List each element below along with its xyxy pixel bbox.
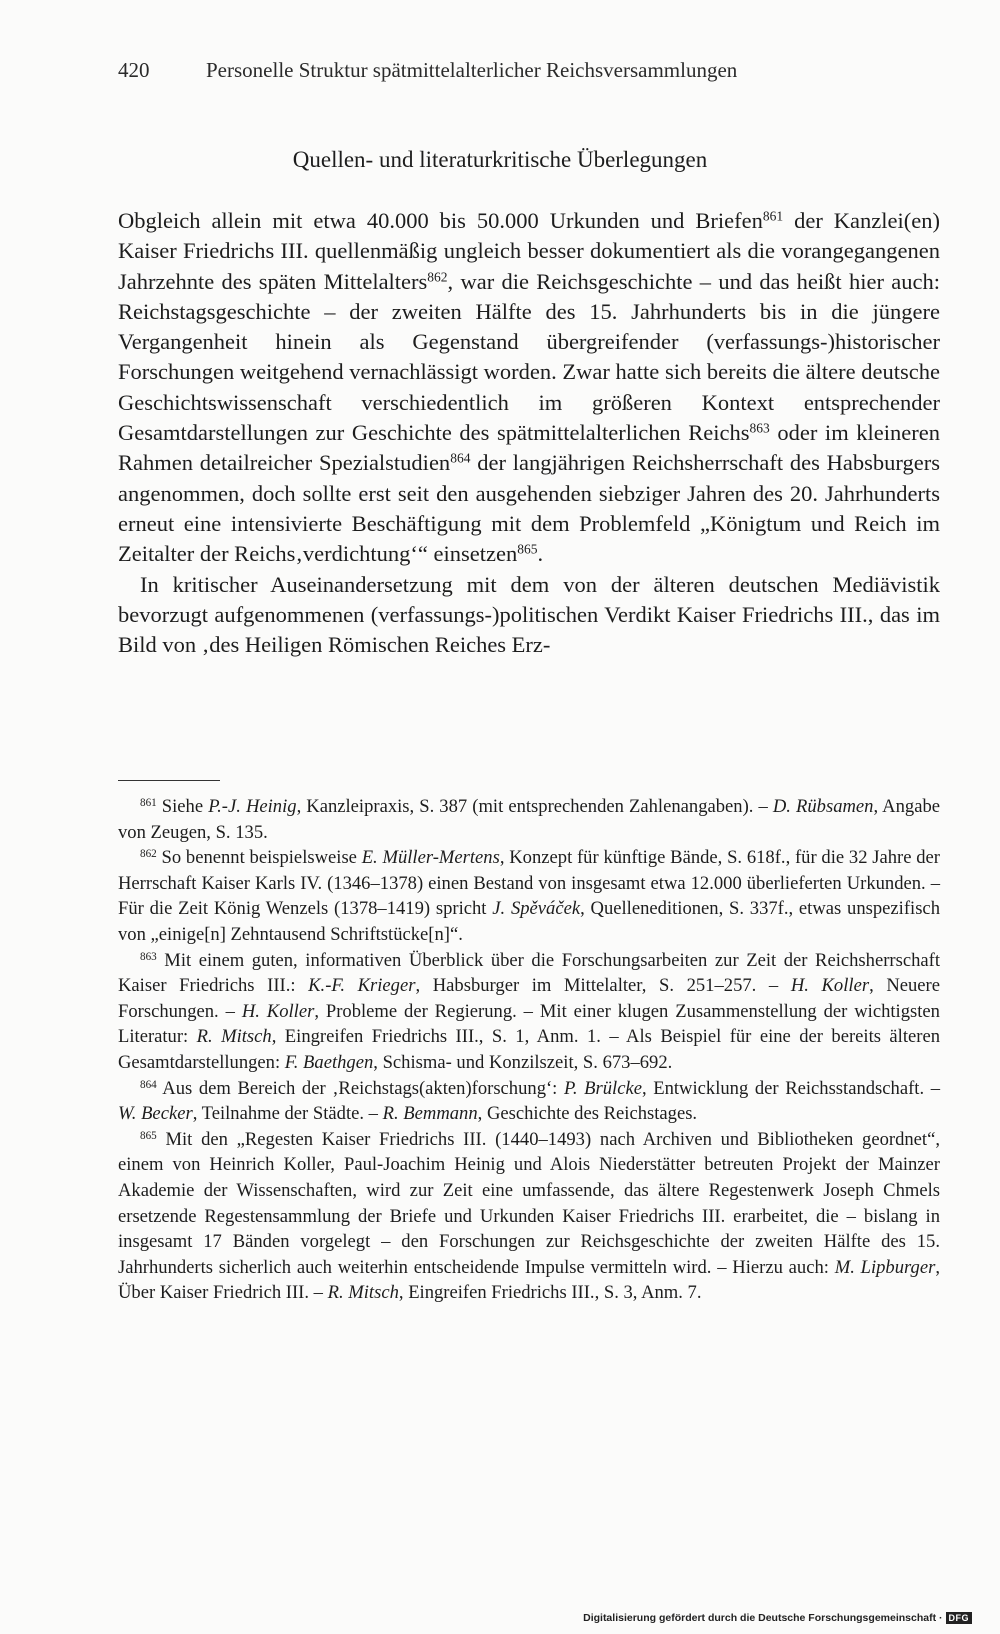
footnote-ref: 865 xyxy=(517,541,538,557)
footnote-ref: 863 xyxy=(749,420,770,436)
dfg-logo: DFG xyxy=(946,1612,973,1624)
footer-text: Digitalisierung gefördert durch die Deutsche Forschungsgemeinschaft · xyxy=(583,1612,943,1624)
footnote-863: $^{863}$ Mit einem guten, informativen Überblick über die Forschungsarbeiten zur Zeit der Reichsherrschaft Kaiser Friedrichs III.: K.-F. Krieger, Habsburger im Mittelalter, S. 251–257. – H. Koller, Neuere Forschungen. – H. Koller, Probleme der Regierung. – Mit einer klugen Zusammenstellung der wichtigsten Literatur: R. Mitsch, Eingreifen Friedrichs III., S. 1, Anm. 1. – Als Beispiel für eine der bereits älteren Gesamtdarstellungen: F. Baethgen, Schisma- und Konzilszeit, S. 673–692. xyxy=(118,949,940,1073)
footnote-ref: 864 xyxy=(450,450,471,466)
footnote-ref: 861 xyxy=(762,208,784,224)
body-text xyxy=(118,206,940,660)
page-number: 420 xyxy=(118,58,150,82)
digitization-footer xyxy=(583,1612,972,1624)
footnote-861: $^{861}$ Siehe P.-J. Heinig, Kanzleipraxis, S. 387 (mit entsprechenden Zahlenangaben). – D. Rübsamen, Angabe von Zeugen, S. 135. xyxy=(118,796,940,843)
footnote-ref: 862 xyxy=(427,269,448,285)
running-header xyxy=(118,58,838,83)
footnote-862: $^{862}$ So benennt beispielsweise E. Müller-Mertens, Konzept für künftige Bände, S. 618f., für die 32 Jahre der Herrschaft Kaiser Karls IV. (1346–1378) einen Bestand von insgesamt etwa 12.000 überlieferten Urkunden. – Für die Zeit König Wenzels (1378–1419) spricht J. Spěváček, Quelleneditionen, S. 337f., etwas unspezifisch von „einige[n] Zehntausend Schriftstücke[n]“. xyxy=(118,847,940,945)
footnote-rule xyxy=(118,780,220,781)
footnote-865: $^{865}$ Mit den „Regesten Kaiser Friedrichs III. (1440–1493) nach Archiven und Bibliotheken geordnet“, einem von Heinrich Koller, Paul-Joachim Heinig und Alois Niederstätter betreuten Projekt der Mainzer Akademie der Wissenschaften, wird zur Zeit eine umfassende, das ältere Regestenwerk Joseph Chmels ersetzende Regestensammlung der Briefe und Urkunden Kaiser Friedrichs III. erarbeitet, die – bislang in insgesamt 17 Bänden vorgelegt – den Forschungen zur Reichsgeschichte der zweiten Hälfte des 15. Jahrhunderts sicherlich auch weiterhin entscheidende Impulse vermitteln wird. – Hierzu auch: M. Lipburger, Über Kaiser Friedrich III. – R. Mitsch, Eingreifen Friedrichs III., S. 3, Anm. 7. xyxy=(118,1128,941,1304)
footnotes xyxy=(118,794,940,1306)
section-title: Quellen- und literaturkritische Überlegungen xyxy=(292,147,708,172)
running-title: Personelle Struktur spätmittelalterlicher Reichsversammlungen xyxy=(206,58,738,82)
footnote-864: $^{864}$ Aus dem Bereich der ‚Reichstags(akten)forschung‘: P. Brülcke, Entwicklung der Reichsstandschaft. – W. Becker, Teilnahme der Städte. – R. Bemmann, Geschichte des Reichstages. xyxy=(118,1077,940,1125)
paragraph: Obgleich allein mit etwa 40.000 bis 50.000 Urkunden und Briefen$^{861}$ der Kanzlei(en) Kaiser Friedrichs III. quellenmäßig ungleich besser dokumentiert als die vorangegangenen Jahrzehnte des späten Mittelalters$^{862}$, war die Reichsgeschichte – und das heißt hier auch: Reichstagsgeschichte – der zweiten Hälfte des 15. Jahrhunderts bis in die jüngere Vergangenheit hinein als Gegenstand übergreifender (verfassungs-)historischer Forschungen weitgehend vernachlässigt worden. Zwar hatte sich bereits die ältere deutsche Geschichtswissenschaft verschiedentlich im größeren Kontext entsprechender Gesamtdarstellungen zur Geschichte des spätmittelalterlichen Reichs$^{863}$ oder im kleineren Rahmen detailreicher Spezialstudien$^{864}$ der langjährigen Reichsherrschaft des Habsburgers angenommen, doch sollte erst seit den ausgehenden siebziger Jahren des 20. Jahrhunderts erneut eine intensivierte Beschäftigung mit dem Problemfeld „Königtum und Reich im Zeitalter der Reichs‚verdichtung‘“ einsetzen$^{865}$. xyxy=(118,208,940,567)
paragraph: In kritischer Auseinandersetzung mit dem von der älteren deutschen Mediävistik bevorzugt aufgenommenen (verfassungs-)politischen Verdikt Kaiser Friedrichs III., das im Bild von ‚des Heiligen Römischen Reiches Erz- xyxy=(118,571,940,658)
